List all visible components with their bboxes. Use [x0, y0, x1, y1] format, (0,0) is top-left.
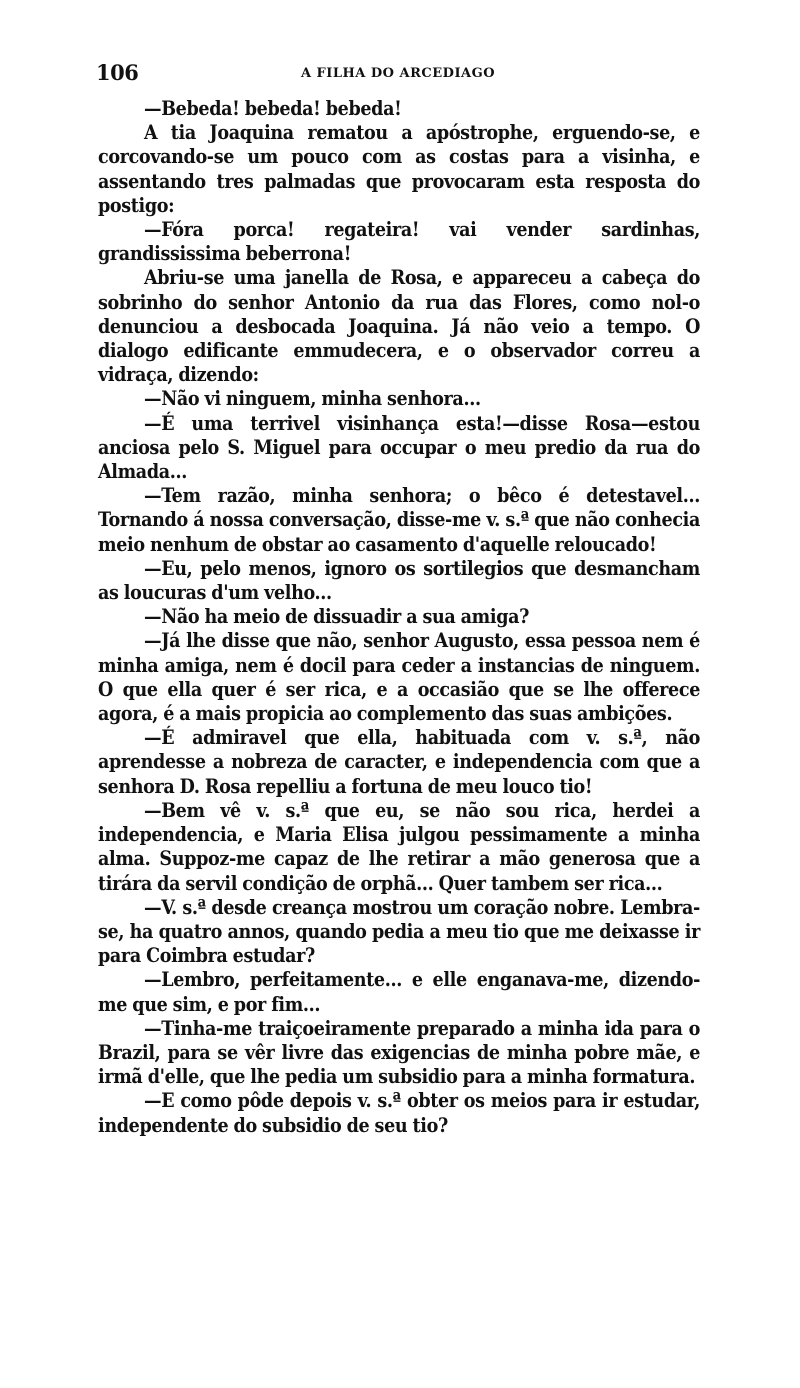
running-title: A FILHA DO ARCEDIAGO [300, 66, 496, 81]
paragraph: —E como pôde depois v. s.ª obter os meios para ir estudar, independente do subsidio de seu tio? [98, 1089, 700, 1137]
paragraph: —Fóra porca! regateira! vai vender sardinhas, grandississima beberrona! [98, 218, 700, 266]
page-number: 106 [96, 60, 139, 85]
paragraph: —V. s.ª desde creança mostrou um coração nobre. Lembra-se, ha quatro annos, quando pedia a meu tio que me deixasse ir para Coimbra estudar? [98, 895, 700, 968]
body-text [98, 97, 700, 1138]
paragraph: A tia Joaquina rematou a apóstrophe, erguendo-se, e corcovando-se um pouco com as costas para a visinha, e assentando tres palmadas que provocaram esta resposta do postigo: [98, 121, 700, 217]
paragraph: —Bebeda! bebeda! bebeda! [144, 97, 402, 120]
paragraph: —É uma terrivel visinhança esta!—disse Rosa—estou anciosa pelo S. Miguel para occupar o meu predio da rua do Almada... [98, 411, 700, 484]
paragraph: —É admiravel que ella, habituada com v. s.ª, não aprendesse a nobreza de caracter, e independencia com que a senhora D. Rosa repelliu a fortuna de meu louco tio! [98, 726, 700, 798]
paragraph: —Eu, pelo menos, ignoro os sortilegios que desmancham as loucuras d'um velho... [98, 556, 700, 605]
paragraph: —Tem razão, minha senhora; o bêco é detestavel... Tornando á nossa conversação, disse-me v. s.ª que não conhecia meio nenhum de obstar ao casamento d'aquelle reloucado! [98, 484, 700, 556]
paragraph: —Bem vê v. s.ª que eu, se não sou rica, herdei a independencia, e Maria Elisa julgou pessimamente a minha alma. Suppoz-me capaz de lhe retirar a mão generosa que a tirára da servil condição de orphã... Quer tambem ser rica... [98, 798, 700, 895]
paragraph: —Lembro, perfeitamente... e elle enganava-me, dizendo-me que sim, e por fim... [98, 968, 700, 1016]
paragraph: —Tinha-me traiçoeiramente preparado a minha ida para o Brazil, para se vêr livre das exigencias de minha pobre mãe, e irmã d'elle, que lhe pedia um subsidio para a minha formatura. [98, 1016, 700, 1089]
paragraph: —Não vi ninguem, minha senhora... [144, 387, 481, 411]
paragraph: —Não ha meio de dissuadir a sua amiga? [144, 605, 530, 629]
page-header [96, 60, 700, 86]
paragraph: Abriu-se uma janella de Rosa, e appareceu a cabeça do sobrinho do senhor Antonio da rua das Flores, como nol-o denunciou a desbocada Joaquina. Já não veio a tempo. O dialogo edificante emmudecera, e o observador correu a vidraça, dizendo: [98, 266, 700, 387]
paragraph: —Já lhe disse que não, senhor Augusto, essa pessoa nem é minha amiga, nem é docil para ceder a instancias de ninguem. O que ella quer é ser rica, e a occasião que se lhe offerece agora, é a mais propicia ao complemento das suas ambições. [98, 629, 700, 726]
